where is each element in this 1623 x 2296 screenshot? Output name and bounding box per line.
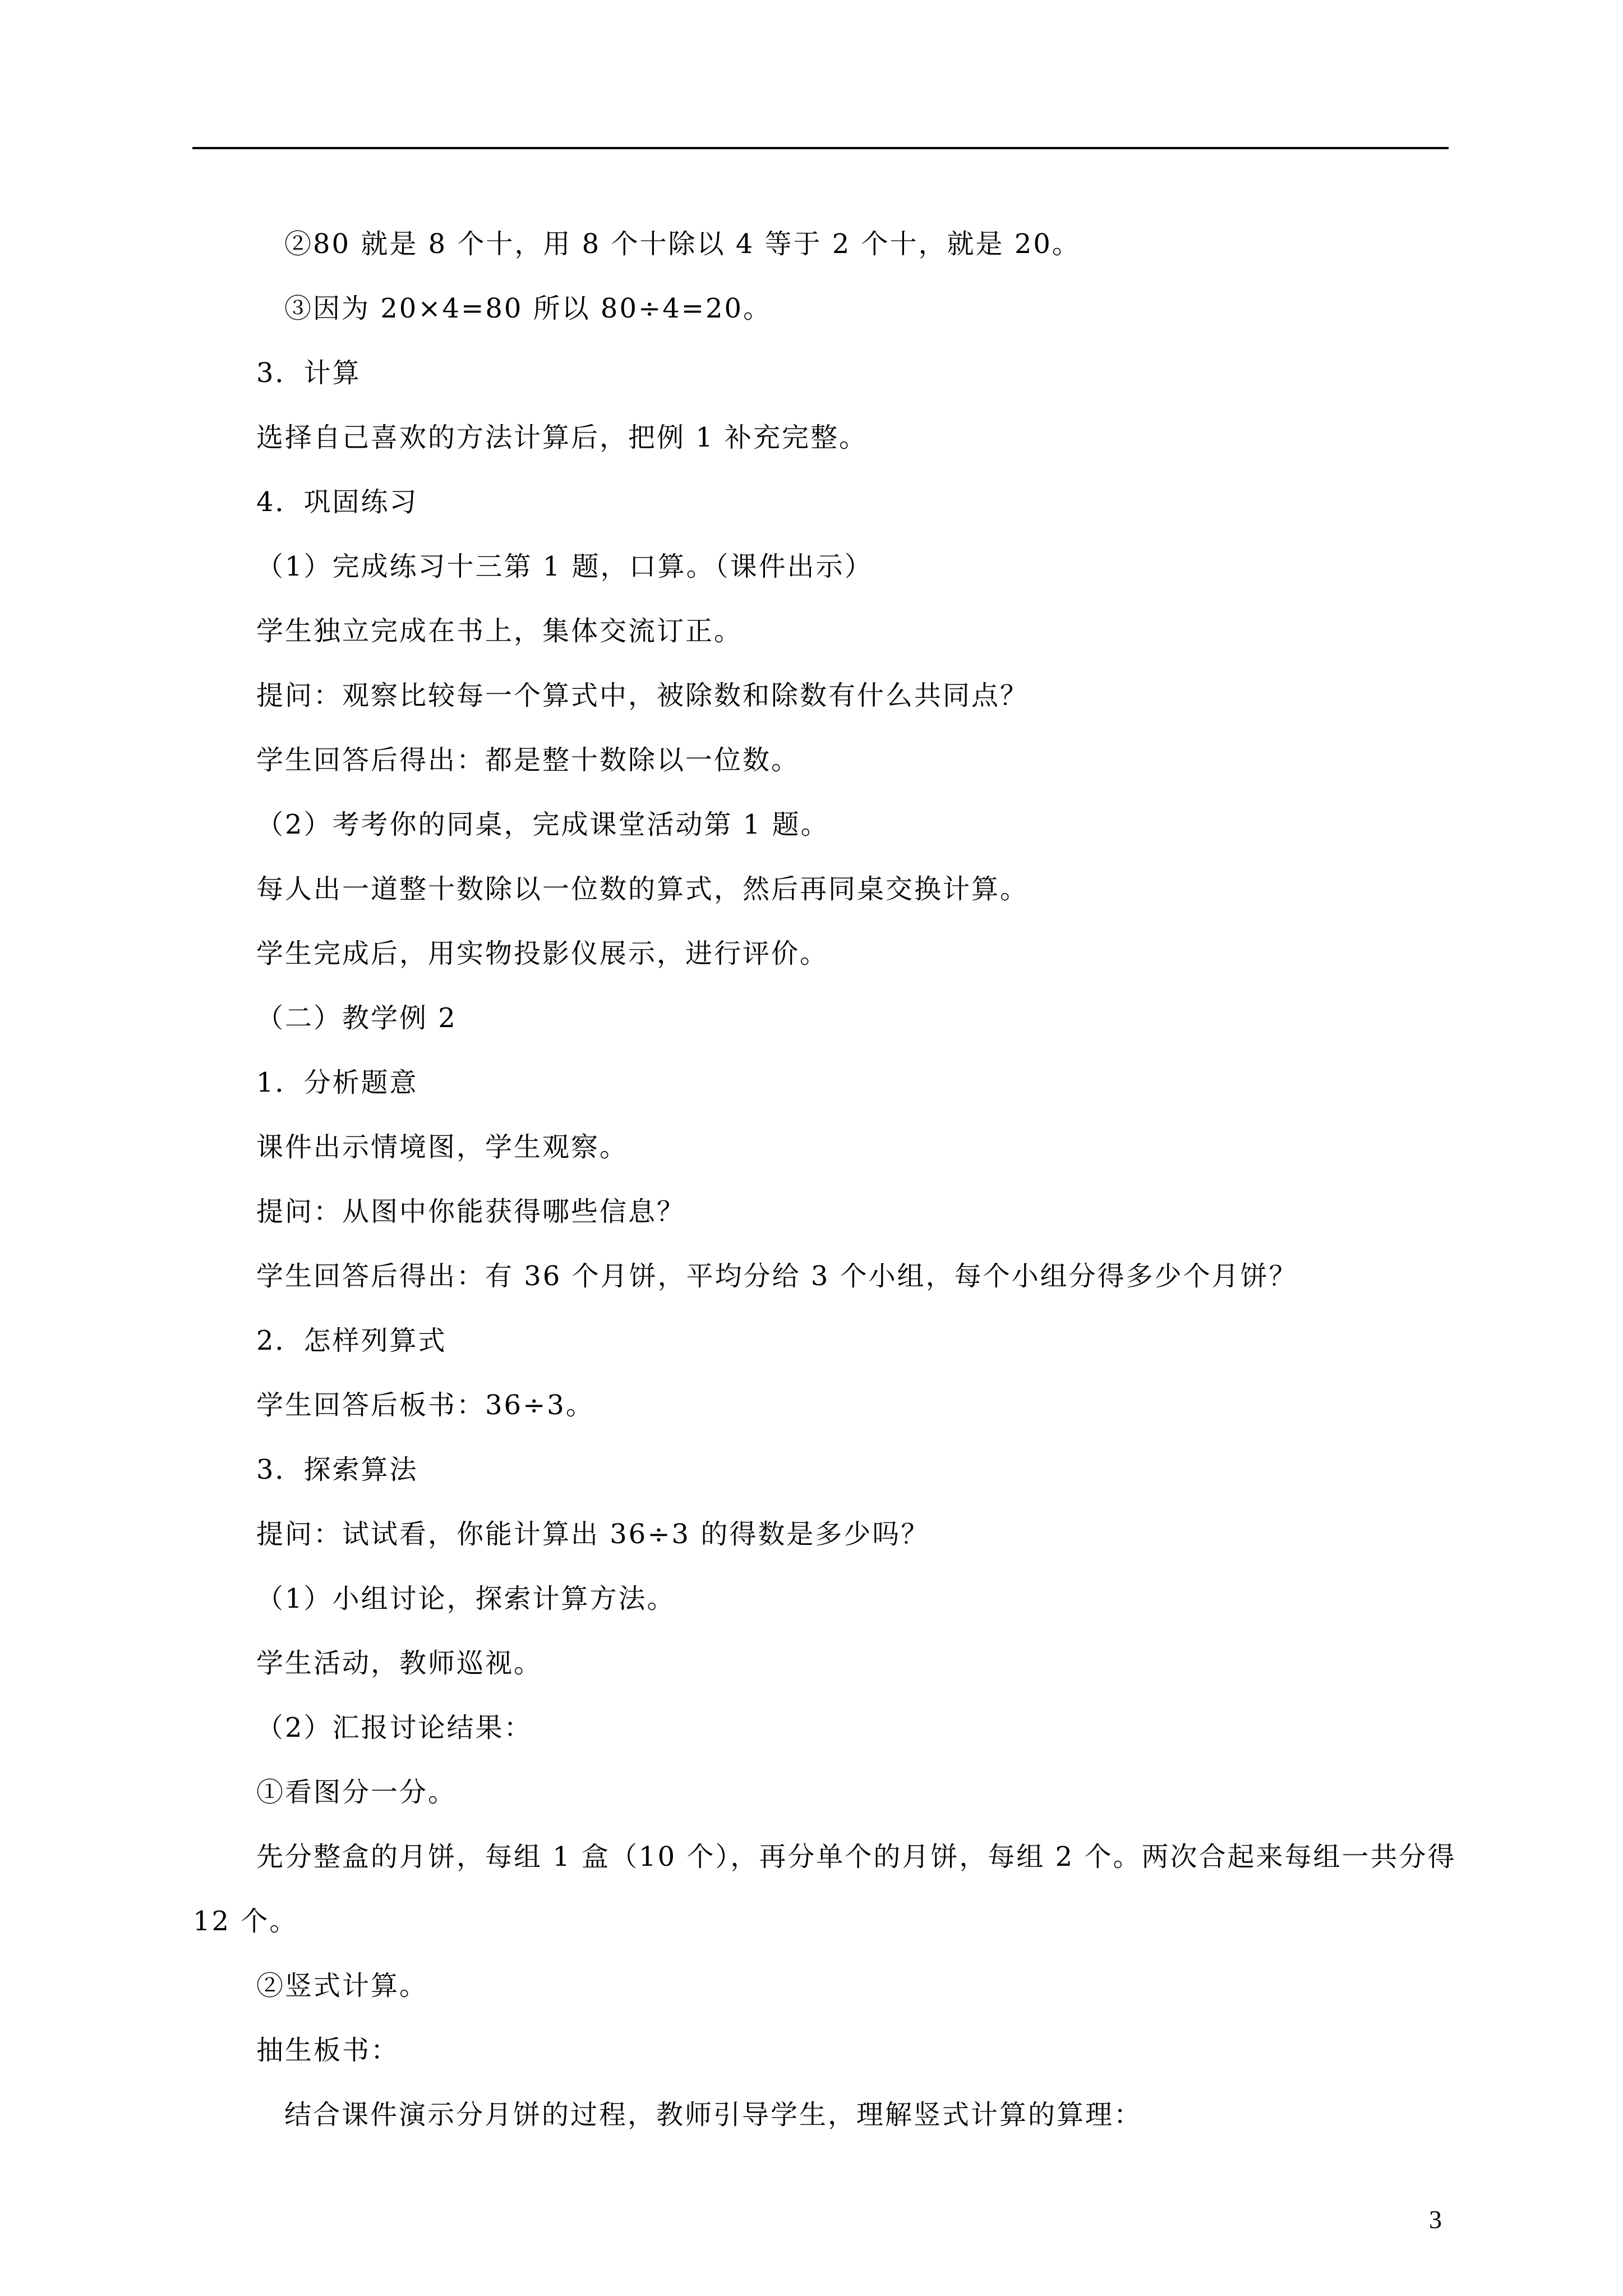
paragraph: 学生独立完成在书上，集体交流订正。 xyxy=(256,615,743,647)
section-heading: 4．巩固练习 xyxy=(256,486,418,518)
paragraph: （1）完成练习十三第 1 题，口算。（课件出示） xyxy=(256,551,873,582)
paragraph: 抽生板书： xyxy=(256,2035,400,2066)
paragraph: （2）考考你的同桌，完成课堂活动第 1 题。 xyxy=(256,809,829,840)
paragraph: （1）小组讨论，探索计算方法。 xyxy=(256,1583,676,1614)
paragraph: 结合课件演示分月饼的过程，教师引导学生，理解竖式计算的算理： xyxy=(284,2099,1143,2131)
paragraph: ②80 就是 8 个十，用 8 个十除以 4 等于 2 个十，就是 20。 xyxy=(284,228,1081,260)
section-heading: 3．计算 xyxy=(256,357,361,389)
paragraph: 学生回答后得出：都是整十数除以一位数。 xyxy=(256,744,800,776)
paragraph-continuation: 12 个。 xyxy=(193,1906,298,1937)
section-heading: 1．分析题意 xyxy=(256,1067,418,1098)
document-body xyxy=(193,212,1456,2147)
paragraph: ③因为 20×4=80 所以 80÷4=20。 xyxy=(284,293,772,324)
paragraph: （2）汇报讨论结果： xyxy=(256,1712,533,1743)
paragraph: 每人出一道整十数除以一位数的算式，然后再同桌交换计算。 xyxy=(256,873,1029,905)
section-heading: 2．怎样列算式 xyxy=(256,1325,447,1356)
paragraph: 课件出示情境图，学生观察。 xyxy=(256,1131,629,1163)
paragraph: 学生回答后板书：36÷3。 xyxy=(256,1389,594,1421)
paragraph: 选择自己喜欢的方法计算后，把例 1 补充完整。 xyxy=(256,422,868,453)
paragraph: 先分整盒的月饼，每组 1 盒（10 个），再分单个的月饼，每组 2 个。两次合起来每组一共分得 xyxy=(256,1841,1456,1872)
page-number: 3 xyxy=(1429,2205,1442,2234)
section-heading: （二）教学例 2 xyxy=(256,1002,457,1034)
paragraph: 提问：从图中你能获得哪些信息？ xyxy=(256,1196,686,1227)
paragraph: 学生回答后得出：有 36 个月饼，平均分给 3 个小组，每个小组分得多少个月饼？ xyxy=(256,1260,1298,1292)
paragraph: ②竖式计算。 xyxy=(256,1970,428,2001)
paragraph: 提问：观察比较每一个算式中，被除数和除数有什么共同点？ xyxy=(256,680,1029,711)
paragraph: 学生完成后，用实物投影仪展示，进行评价。 xyxy=(256,938,829,969)
section-heading: 3．探索算法 xyxy=(256,1454,418,1485)
paragraph: 提问：试试看，你能计算出 36÷3 的得数是多少吗？ xyxy=(256,1519,930,1550)
header-rule xyxy=(192,147,1449,149)
paragraph: ①看图分一分。 xyxy=(256,1777,457,1808)
paragraph: 学生活动，教师巡视。 xyxy=(256,1648,543,1679)
